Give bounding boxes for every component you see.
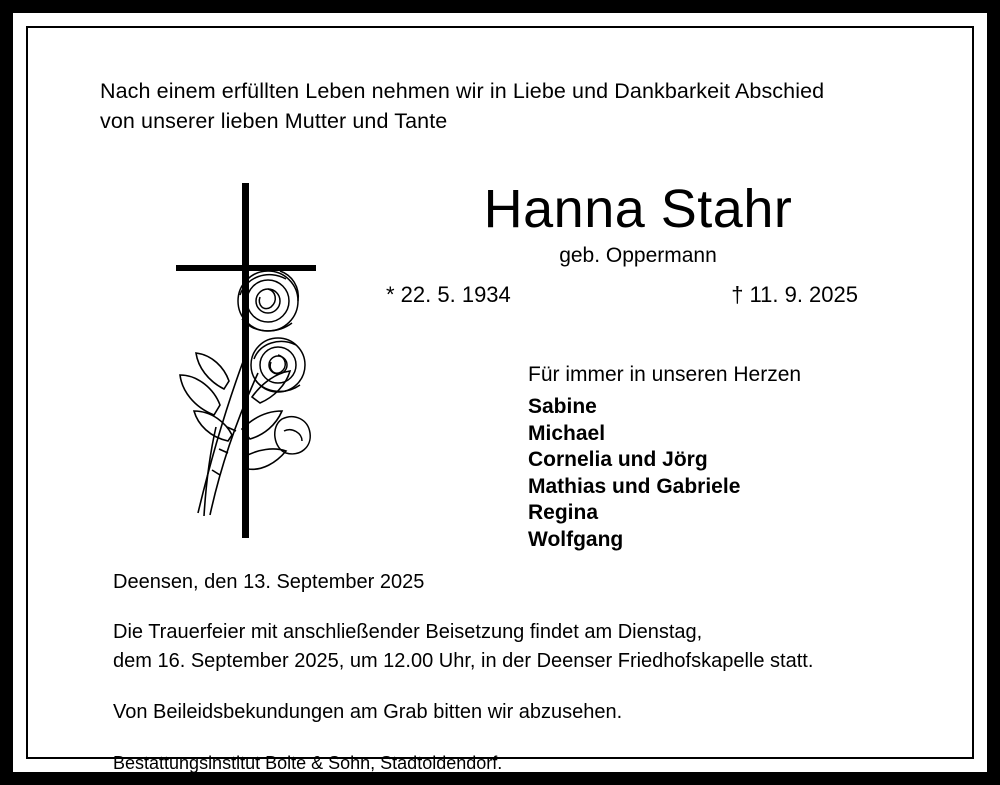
place-and-date: Deensen, den 13. September 2025 xyxy=(113,571,425,593)
deceased-name-block xyxy=(358,178,918,312)
ceremony-details xyxy=(113,618,943,676)
condolences-note: Von Beileidsbekundungen am Grab bitten wir abzusehen. xyxy=(113,701,623,723)
list-item: Wolfgang xyxy=(528,527,624,551)
list-item: Mathias und Gabriele xyxy=(528,474,741,498)
list-item: Cornelia und Jörg xyxy=(528,448,708,471)
intro-text xyxy=(100,76,920,136)
death-date: † 11. 9. 2025 xyxy=(731,282,858,307)
intro-line-1: Nach einem erfüllten Leben nehmen wir in Liebe und Dankbarkeit Abschied xyxy=(100,79,825,103)
funeral-home: Bestattungsinstitut Bolte & Sohn, Stadtoldendorf. xyxy=(113,753,503,773)
maiden-name: geb. Oppermann xyxy=(559,244,717,267)
family-list xyxy=(528,394,740,553)
obituary-footer xyxy=(113,568,943,776)
birth-date: * 22. 5. 1934 xyxy=(386,282,511,307)
ceremony-line-2: dem 16. September 2025, um 12.00 Uhr, in der Deenser Friedhofskapelle statt. xyxy=(113,650,814,672)
intro-line-2: von unserer lieben Mutter und Tante xyxy=(100,109,448,133)
obituary-content xyxy=(28,28,972,773)
cross-with-roses-icon xyxy=(158,183,338,548)
deceased-name: Hanna Stahr xyxy=(483,179,793,239)
dedication-text: Für immer in unseren Herzen xyxy=(528,363,802,386)
list-item: Michael xyxy=(528,421,606,445)
life-dates xyxy=(358,282,918,312)
obituary-inner-border xyxy=(26,26,974,773)
list-item: Sabine xyxy=(528,395,597,418)
ceremony-line-1: Die Trauerfeier mit anschließender Beisetzung findet am Dienstag, xyxy=(113,621,703,643)
list-item: Regina xyxy=(528,501,599,524)
